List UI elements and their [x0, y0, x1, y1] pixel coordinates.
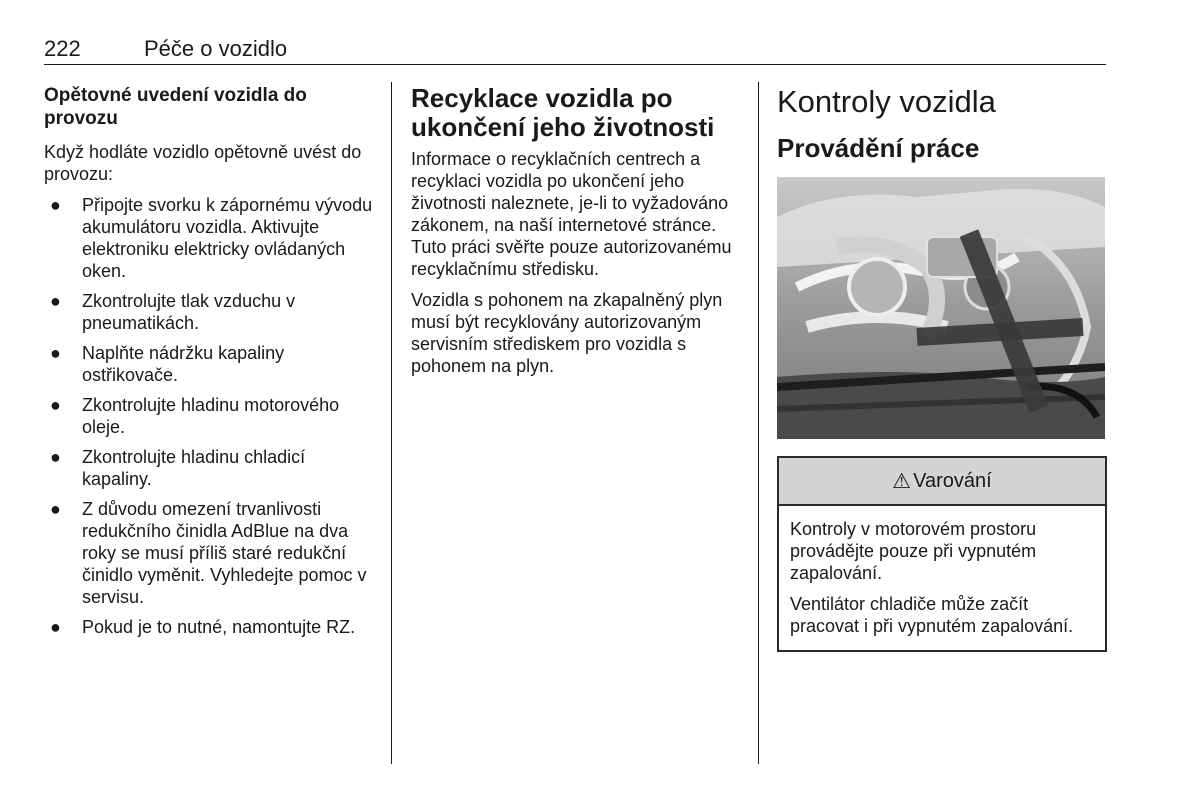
list-item-text: Zkontrolujte hladinu motorového oleje.: [82, 395, 340, 437]
warning-paragraph: Ventilátor chladiče může začít pracovat i při vypnutém zapalování.: [790, 594, 1074, 636]
column-divider: [391, 82, 392, 764]
bullet-icon: ●: [50, 617, 61, 637]
recycling-paragraph: Vozidla s pohonem na zkapalněný plyn musí být recyklovány autorizovaným servisním střediskem pro vozidla s pohonem na plyn.: [411, 290, 723, 376]
bullet-icon: ●: [50, 195, 61, 215]
recycling-heading: Recyklace vozidla po ukončení jeho životnosti: [411, 83, 715, 142]
warning-title: Varování: [913, 469, 992, 492]
list-item: [44, 342, 374, 386]
list-item: [44, 446, 374, 490]
list-item: [44, 394, 374, 438]
engine-bay-crossed-icon: [777, 177, 1105, 439]
list-item-text: Pokud je to nutné, namontujte RZ.: [82, 617, 356, 637]
recommissioning-list: [44, 194, 374, 638]
bullet-icon: ●: [50, 499, 61, 519]
recommissioning-heading: Opětovné uvedení vozidla do provozu: [44, 85, 307, 129]
list-item-text: Zkontrolujte tlak vzduchu v pneumatikách.: [82, 291, 296, 333]
warning-box: [777, 456, 1107, 652]
performing-work-heading: Provádění práce: [777, 133, 980, 163]
list-item: [44, 616, 374, 638]
column-divider: [758, 82, 759, 764]
list-item: [44, 194, 374, 282]
middle-column: [411, 84, 741, 386]
list-item-text: Připojte svorku k zápornému vývodu akumulátoru vozidla. Aktivujte elektroniku elektricky ovládaných oken.: [82, 195, 373, 281]
page-number: 222: [44, 36, 81, 61]
section-title: Péče o vozidlo: [144, 36, 288, 61]
vehicle-checks-heading: Kontroly vozidla: [777, 84, 996, 119]
list-item-text: Z důvodu omezení trvanlivosti redukčního činidla AdBlue na dva roky se musí příliš staré redukční činidlo vyměnit. Vyhledejte pomoc v servisu.: [82, 499, 367, 607]
list-item-text: Naplňte nádržku kapaliny ostřikovače.: [82, 343, 285, 385]
left-column: [44, 84, 374, 646]
bullet-icon: ●: [50, 395, 61, 415]
bullet-icon: ●: [50, 291, 61, 311]
list-item: [44, 498, 374, 608]
list-item-text: Zkontrolujte hladinu chladicí kapaliny.: [82, 447, 306, 489]
recommissioning-intro: Když hodláte vozidlo opětovně uvést do provozu:: [44, 142, 362, 184]
list-item: [44, 290, 374, 334]
bullet-icon: ●: [50, 447, 61, 467]
warning-body: [779, 506, 1105, 650]
warning-paragraph: Kontroly v motorovém prostoru provádějte pouze při vypnutém zapalování.: [790, 519, 1037, 583]
warning-triangle-icon: ⚠: [892, 469, 912, 493]
warning-header: [779, 458, 1105, 506]
right-column: [777, 84, 1107, 652]
page-header: [44, 36, 1106, 65]
bullet-icon: ●: [50, 343, 61, 363]
recycling-paragraph: Informace o recyklačních centrech a recyklaci vozidla po ukončení jeho životnosti naleznete, je-li to vyžadováno zákonem, na naší internetové stránce. Tuto práci svěřte pouze autorizovanému recyklačnímu středisku.: [411, 149, 732, 279]
